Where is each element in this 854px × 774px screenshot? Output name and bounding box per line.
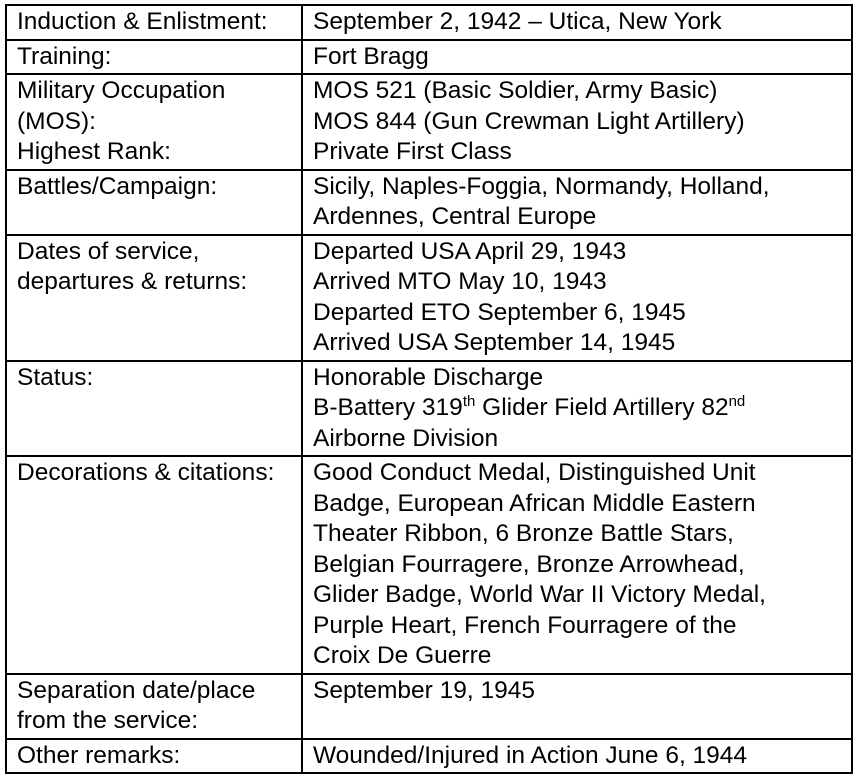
value-service-dates: [302, 235, 852, 361]
value-mos-844: MOS 844 (Gun Crewman Light Artillery): [313, 107, 745, 135]
value-unit: [313, 393, 851, 424]
row-training: [6, 40, 852, 75]
label-mos-line1: Military Occupation: [17, 77, 226, 104]
unit-text-part2: Glider Field Artillery 82: [475, 394, 729, 421]
row-decorations: [6, 456, 852, 674]
value-decorations-line1: Good Conduct Medal, Distinguished Unit: [313, 459, 756, 486]
value-battles-line1: Sicily, Naples-Foggia, Normandy, Holland,: [313, 172, 770, 200]
unit-ordinal-th: th: [462, 393, 476, 410]
label-decorations: Decorations & citations:: [6, 456, 302, 674]
value-mos-rank: [302, 74, 852, 170]
value-decorations: [302, 456, 852, 674]
row-remarks: [6, 739, 852, 774]
value-separation: September 19, 1945: [302, 674, 852, 739]
row-battles: [6, 170, 852, 235]
label-mos-rank: [6, 74, 302, 170]
value-battles-line2: Ardennes, Central Europe: [313, 203, 597, 230]
value-status: [302, 361, 852, 457]
label-training: Training:: [6, 40, 302, 75]
label-induction: Induction & Enlistment:: [6, 5, 302, 40]
value-departed-usa: Departed USA April 29, 1943: [313, 237, 627, 265]
row-mos-rank: [6, 74, 852, 170]
value-decorations-line6: Purple Heart, French Fourragere of the: [313, 611, 737, 639]
value-arrived-usa: Arrived USA September 14, 1945: [313, 329, 676, 356]
label-dates-line1: Dates of service,: [17, 237, 200, 265]
value-battles: [302, 170, 852, 235]
label-service-dates: [6, 235, 302, 361]
value-discharge: Honorable Discharge: [313, 363, 544, 391]
value-decorations-line2: Badge, European African Middle Eastern: [313, 489, 756, 517]
row-separation: [6, 674, 852, 739]
label-mos-line2: (MOS):: [17, 107, 96, 135]
label-separation-line2: from the service:: [17, 707, 199, 734]
value-decorations-line3: Theater Ribbon, 6 Bronze Battle Stars,: [313, 520, 734, 547]
label-status: Status:: [6, 361, 302, 457]
value-highest-rank: Private First Class: [313, 138, 512, 165]
value-remarks: Wounded/Injured in Action June 6, 1944: [302, 739, 852, 774]
value-arrived-mto: Arrived MTO May 10, 1943: [313, 268, 607, 295]
value-induction: September 2, 1942 – Utica, New York: [302, 5, 852, 40]
label-separation: [6, 674, 302, 739]
label-highest-rank: Highest Rank:: [17, 138, 171, 165]
value-mos-521: MOS 521 (Basic Soldier, Army Basic): [313, 77, 718, 104]
value-decorations-line7: Croix De Guerre: [313, 642, 492, 669]
value-decorations-line4: Belgian Fourragere, Bronze Arrowhead,: [313, 550, 745, 578]
label-battles: Battles/Campaign:: [6, 170, 302, 235]
label-separation-line1: Separation date/place: [17, 676, 256, 704]
label-remarks: Other remarks:: [6, 739, 302, 774]
value-decorations-line5: Glider Badge, World War II Victory Medal,: [313, 581, 766, 608]
value-division: Airborne Division: [313, 424, 499, 452]
row-induction: [6, 5, 852, 40]
value-departed-eto: Departed ETO September 6, 1945: [313, 298, 686, 326]
value-training: Fort Bragg: [302, 40, 852, 75]
row-service-dates: [6, 235, 852, 361]
service-record-table: [5, 4, 853, 774]
label-dates-line2: departures & returns:: [17, 268, 248, 295]
unit-ordinal-nd: nd: [728, 393, 746, 410]
row-status: [6, 361, 852, 457]
unit-text-part1: B-Battery 319: [313, 394, 463, 421]
